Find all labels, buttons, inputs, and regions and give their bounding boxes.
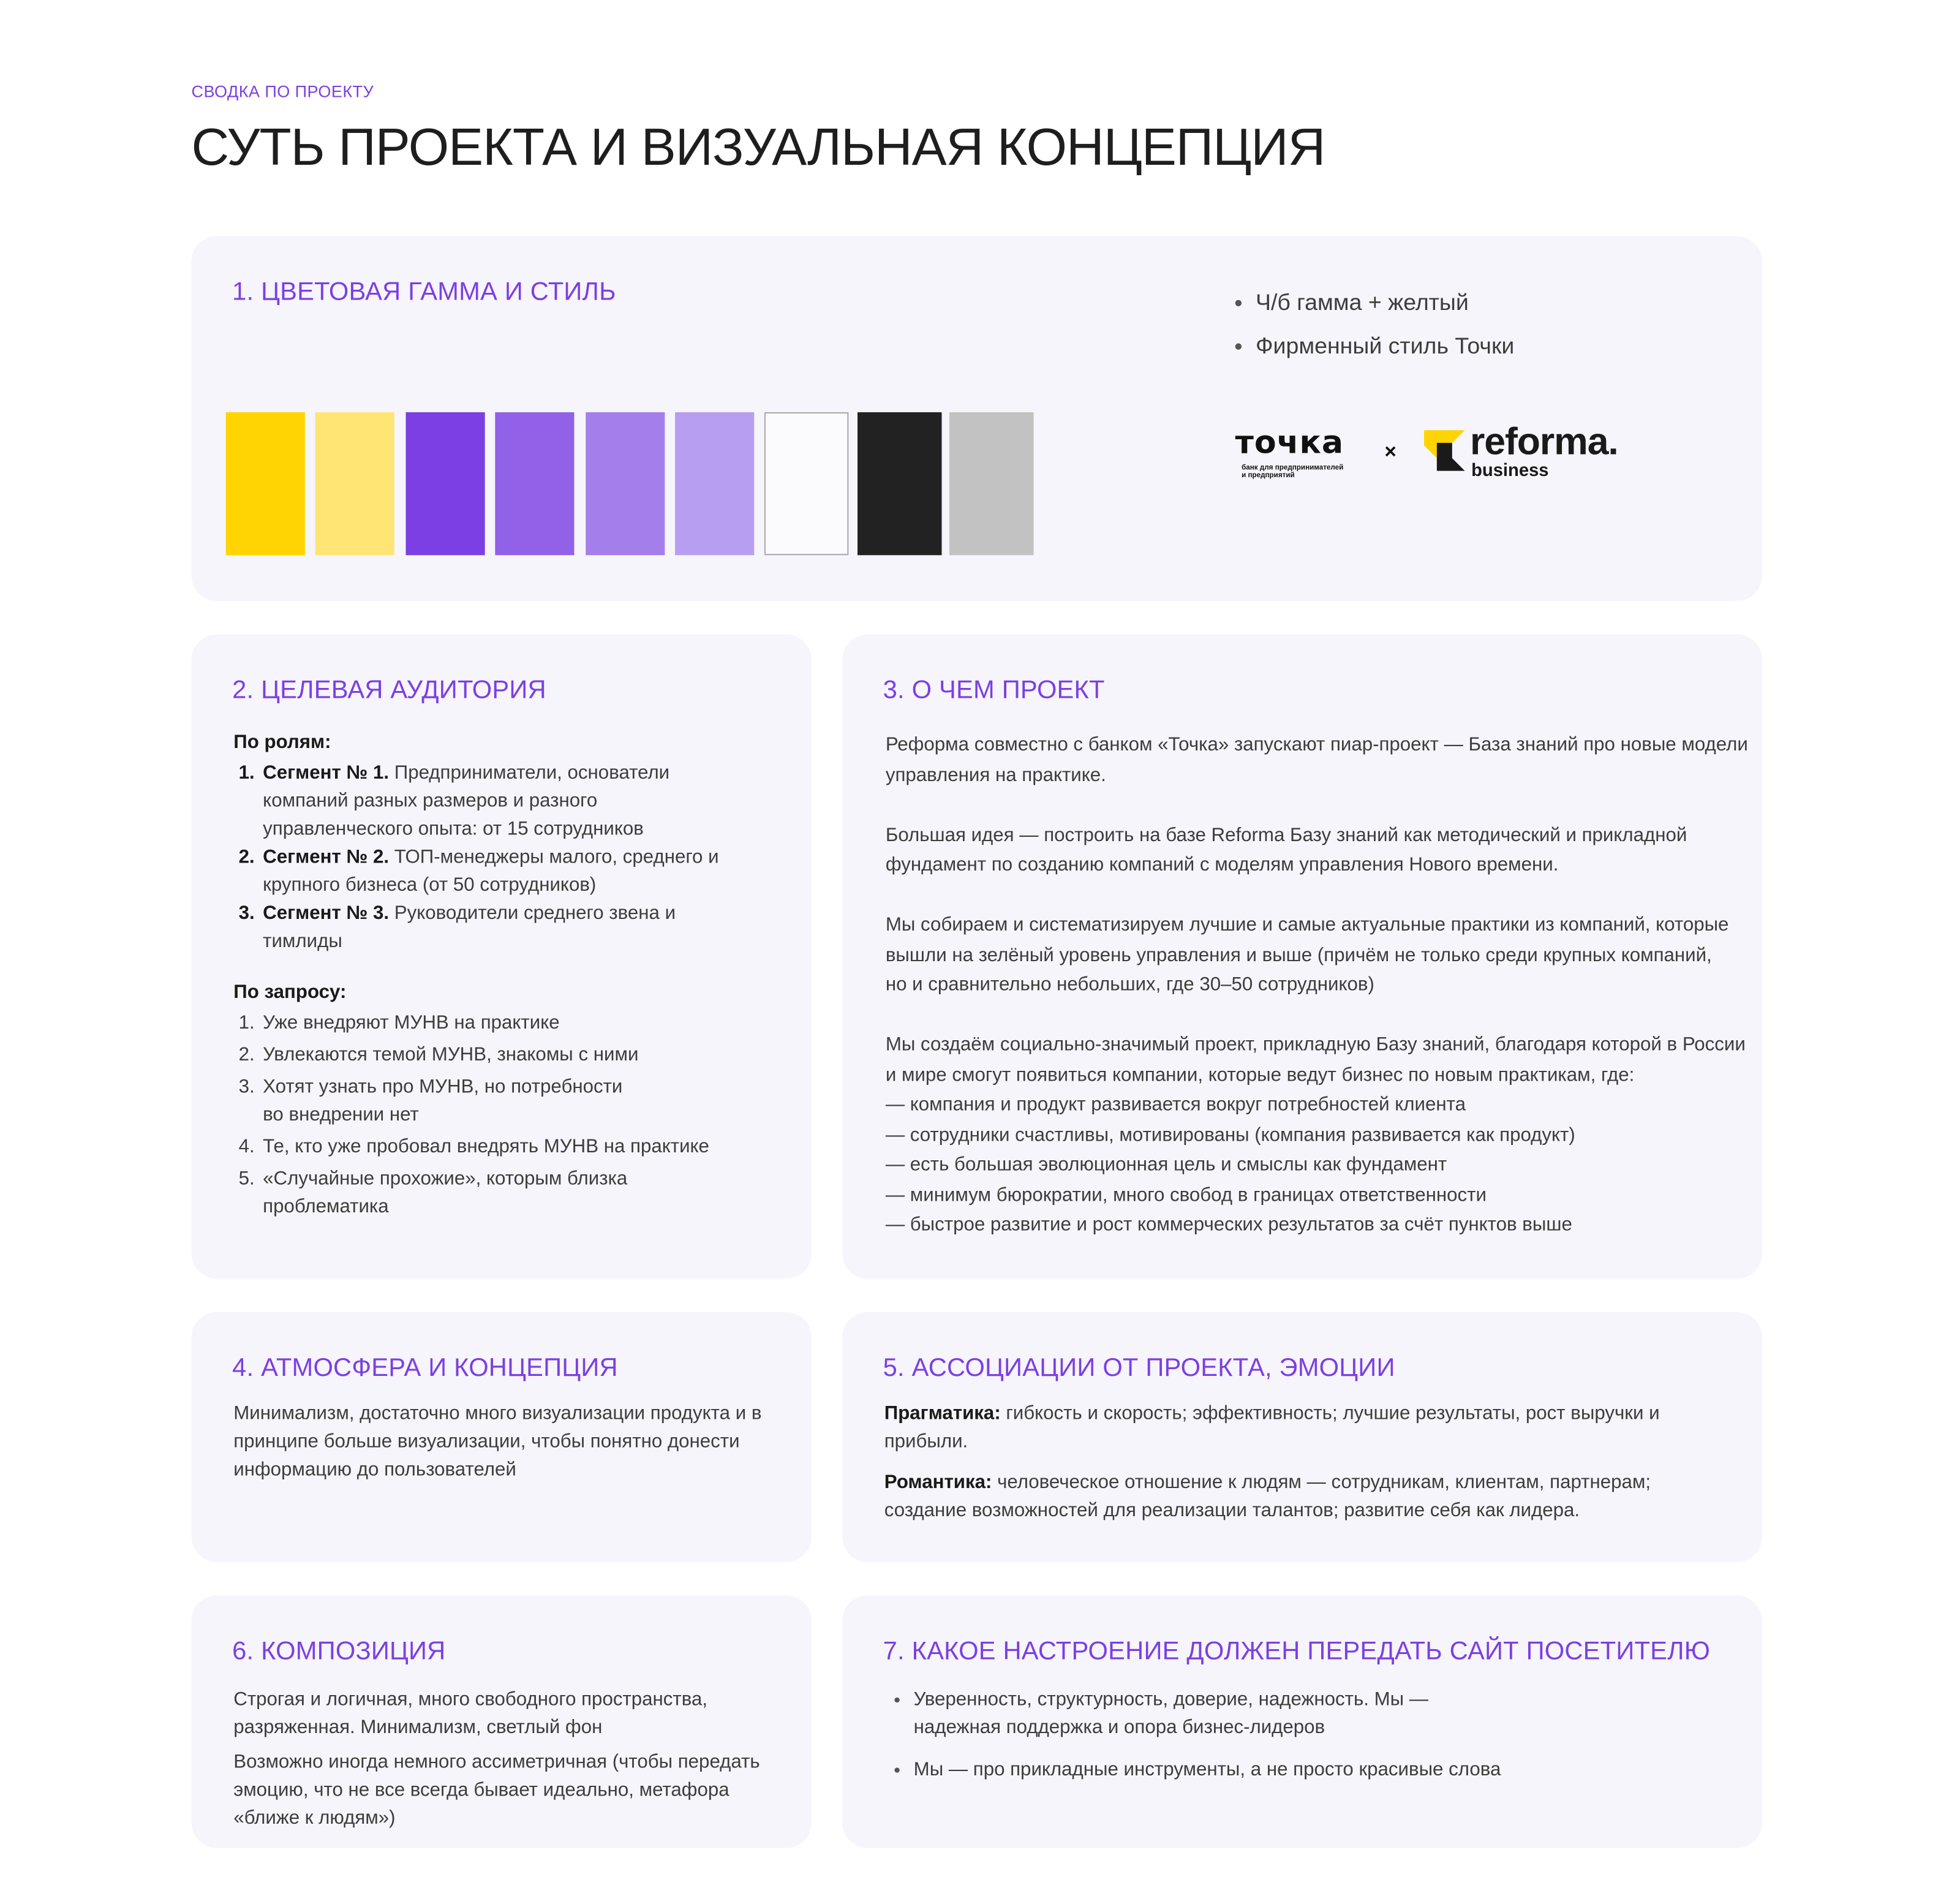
card-associations: [842, 1312, 1762, 1562]
color-swatch: [586, 412, 665, 555]
color-swatch: [226, 412, 305, 555]
list-item: Уверенность, структурность, доверие, надежность. Мы — надежная поддержка и опора бизнес-лидеров: [893, 1686, 1709, 1742]
card-heading: 5. АССОЦИАЦИИ ОТ ПРОЕКТА, ЭМОЦИИ: [883, 1354, 1395, 1383]
list-item: 1. Уже внедряют МУНВ на практике: [238, 1012, 560, 1034]
paragraph: Мы создаём социально-значимый проект, прикладную Базу знаний, благодаря которой в России и мире смогут появиться компании, которые ведут бизнес по новым практикам, где: — компания и продукт развивается вокруг потребностей клиента — сотрудники счастливы, мотивированы (компания развивается как продукт) — есть большая эволюционная цель и смыслы как фундамент — минимум бюрократии, много свобод в границах ответственности — быстрое развитие и рост коммерческих результатов за счёт пунктов выше: [885, 1033, 1746, 1236]
tochka-logo: [1235, 423, 1344, 480]
card-heading: 6. КОМПОЗИЦИЯ: [232, 1637, 446, 1666]
card-heading: 7. КАКОЕ НАСТРОЕНИЕ ДОЛЖЕН ПЕРЕДАТЬ САЙТ ПОСЕТИТЕЛЮ: [883, 1637, 1711, 1666]
logo-separator: ×: [1384, 441, 1396, 464]
color-swatch: [495, 412, 574, 555]
color-swatch: [315, 412, 394, 555]
romantic-paragraph: Романтика: человеческое отношение к людям — сотрудникам, клиентам, партнерам; создание возможностей для реализации талантов; развитие себя как лидера.: [884, 1471, 1651, 1522]
mood-bullets: [893, 1686, 1709, 1798]
paragraph: Большая идея — построить на базе Reforma Базу знаний как методический и прикладной фундамент по созданию компаний с моделям управления Нового времени.: [885, 823, 1687, 876]
roles-list: [233, 760, 744, 956]
composition-text-2: Возможно иногда немного ассиметричная (чтобы передать эмоцию, что не все всегда бывает идеально, метафора «ближе к людям»): [233, 1751, 760, 1829]
list-item: 3. Сегмент № 3. Руководители среднего звена и тимлиды: [238, 902, 676, 953]
list-item: 2. Сегмент № 2. ТОП-менеджеры малого, среднего и крупного бизнеса (от 50 сотрудников): [238, 846, 719, 896]
card-target-audience: [192, 634, 812, 1279]
color-swatch: [764, 412, 849, 555]
reforma-mark-icon: [1424, 430, 1465, 471]
card-color-style: [192, 236, 1763, 601]
reforma-logo-word: reforma.: [1470, 421, 1618, 464]
tochka-logo-tagline: банк для предпринимателей и предприятий: [1242, 464, 1344, 480]
tochka-logo-word: точка: [1235, 423, 1344, 461]
card-heading: 4. АТМОСФЕРА И КОНЦЕПЦИЯ: [232, 1354, 618, 1383]
atmosphere-text: Минимализм, достаточно много визуализации продукта и в принципе больше визуализации, чтобы понятно донести информацию до пользователей: [233, 1402, 762, 1481]
list-item: Фирменный стиль Точки: [1232, 331, 1514, 374]
list-item: 4. Те, кто уже пробовал внедрять МУНВ на практике: [238, 1136, 709, 1158]
list-item: 2. Увлекаются темой МУНВ, знакомы с ними: [238, 1044, 639, 1066]
color-swatch: [949, 412, 1033, 555]
composition-text-1: Строгая и логичная, много свободного пространства, разряженная. Минимализм, светлый фон: [233, 1688, 708, 1739]
card-heading: 3. О ЧЕМ ПРОЕКТ: [883, 676, 1105, 705]
roles-label: По ролям:: [233, 731, 331, 754]
color-swatch: [406, 412, 485, 555]
paragraph: Реформа совместно с банком «Точка» запускают пиар-проект — База знаний про новые модели управления на практике.: [885, 733, 1748, 786]
page-kicker: СВОДКА ПО ПРОЕКТУ: [191, 81, 374, 101]
requests-list: [233, 1010, 744, 1222]
list-item: 1. Сегмент № 1. Предприниматели, основатели компаний разных размеров и разного управленческого опыта: от 15 сотрудников: [238, 761, 670, 840]
card-heading: 2. ЦЕЛЕВАЯ АУДИТОРИЯ: [232, 676, 546, 705]
card-composition: [192, 1595, 812, 1848]
reforma-logo-tagline: business: [1471, 459, 1549, 480]
card-heading: 1. ЦВЕТОВАЯ ГАММА И СТИЛЬ: [232, 278, 616, 306]
card-about-project: [842, 634, 1762, 1279]
about-body: [886, 730, 1754, 1270]
color-swatch: [858, 412, 942, 555]
paragraph: Мы собираем и систематизируем лучшие и самые актуальные практики из компаний, которые вышли на зелёный уровень управления и выше (причём не только среди крупных компаний, но и сравнительно небольших, где 30–50 сотрудников): [885, 913, 1729, 995]
page-title: СУТЬ ПРОЕКТА И ВИЗУАЛЬНАЯ КОНЦЕПЦИЯ: [191, 117, 1325, 176]
card-atmosphere: [192, 1312, 812, 1562]
list-item: 5. «Случайные прохожие», которым близка проблематика: [238, 1168, 628, 1218]
request-label: По запросу:: [233, 981, 347, 1003]
card-mood: [842, 1595, 1762, 1848]
list-item: Мы — про прикладные инструменты, а не просто красивые слова: [893, 1756, 1709, 1785]
style-bullets: [1232, 287, 1514, 374]
list-item: Ч/б гамма + желтый: [1232, 287, 1514, 331]
list-item: 3. Хотят узнать про МУНВ, но потребности во внедрении нет: [238, 1076, 623, 1126]
associations-text: [884, 1400, 1727, 1525]
color-swatch: [675, 412, 754, 555]
pragmatic-paragraph: Прагматика: гибкость и скорость; эффективность; лучшие результаты, рост выручки и прибыли.: [884, 1402, 1660, 1452]
